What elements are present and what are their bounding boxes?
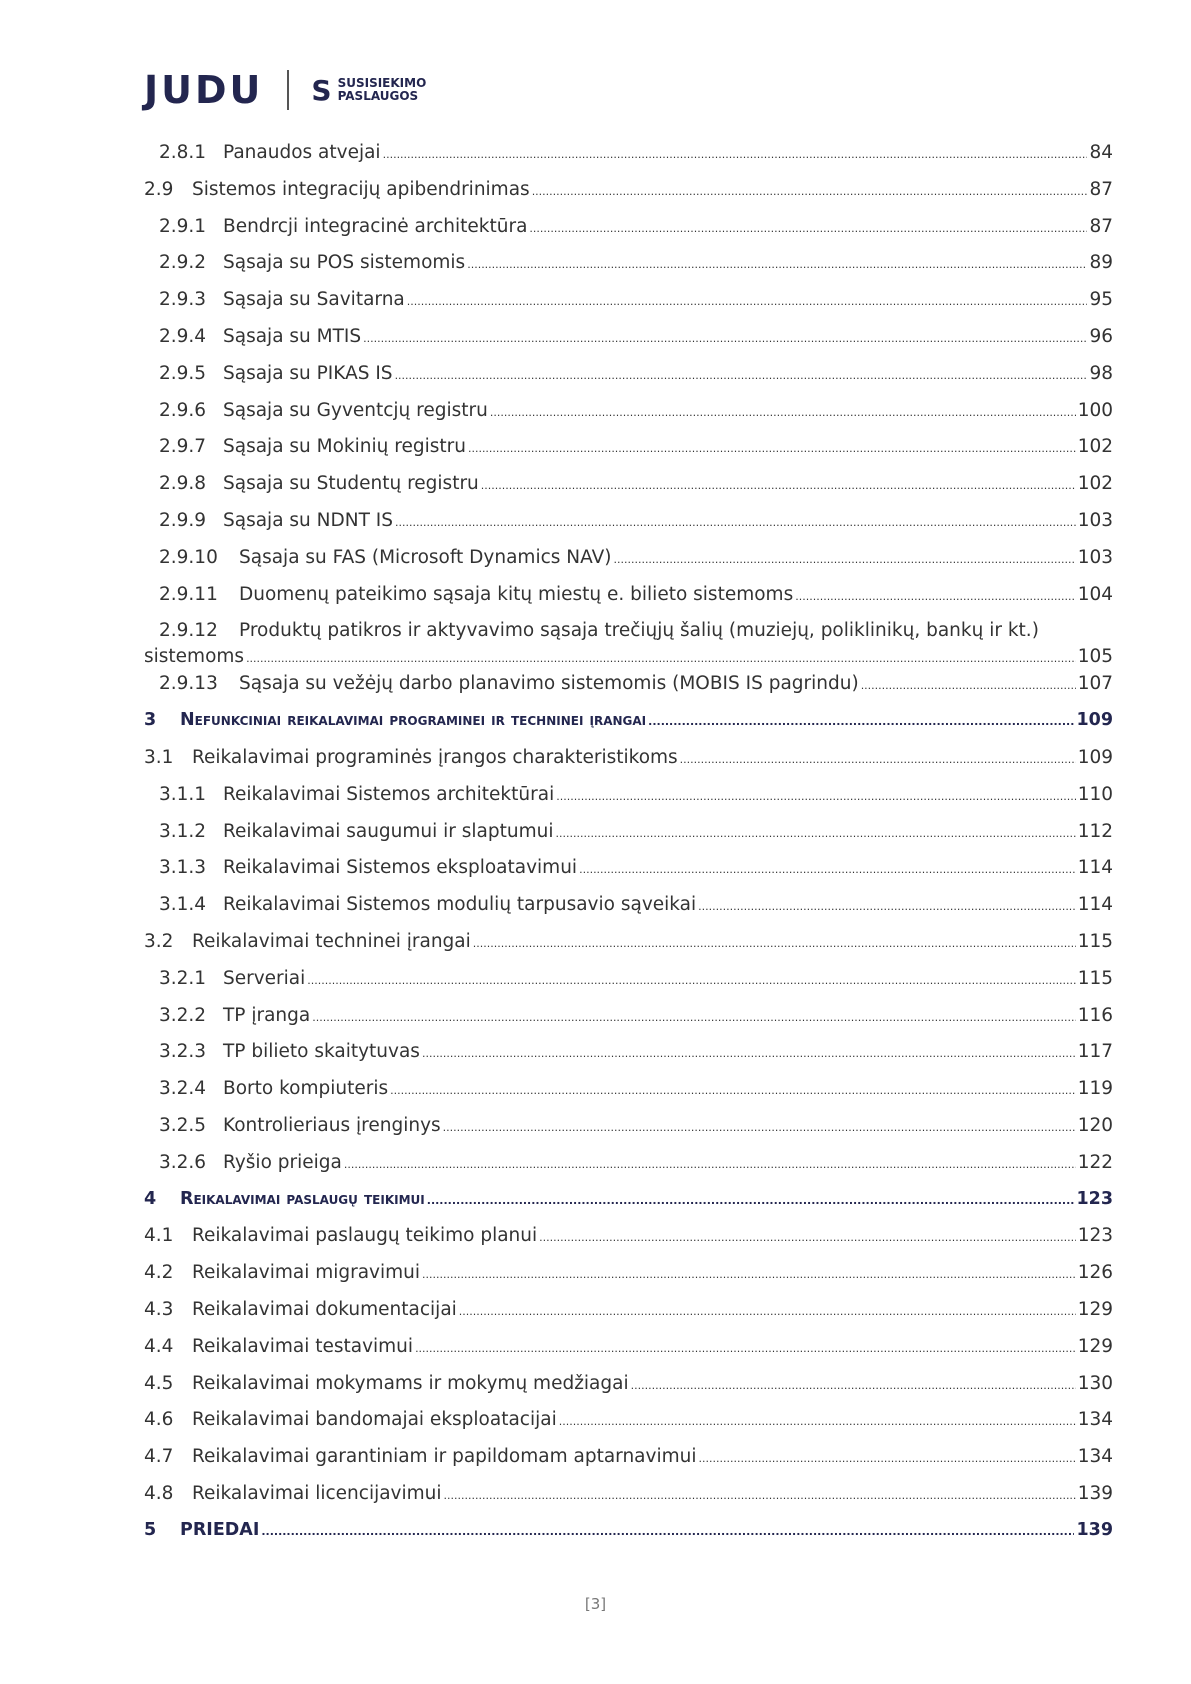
toc-entry-page: 126 bbox=[1077, 1262, 1113, 1284]
toc-entry[interactable] bbox=[144, 1299, 1113, 1336]
toc-entry[interactable] bbox=[144, 1336, 1113, 1373]
toc-entry-number: 4.5 bbox=[144, 1372, 174, 1394]
toc-leader-dots bbox=[529, 222, 1087, 235]
toc-entry-number: 2.9.13 bbox=[159, 673, 218, 695]
toc-entry-title: Reikalavimai migravimui bbox=[192, 1262, 421, 1284]
toc-entry[interactable] bbox=[144, 1262, 1113, 1299]
toc-entry-title: Sąsaja su Gyventcjų registru bbox=[223, 399, 488, 421]
toc-entry-title: Reikalavimai mokymams ir mokymų medžiagai bbox=[192, 1372, 629, 1394]
toc-leader-dots bbox=[422, 1268, 1076, 1281]
toc-entry[interactable] bbox=[144, 363, 1113, 400]
toc-entry-number: 2.9.2 bbox=[159, 252, 207, 274]
toc-entry-page: 96 bbox=[1089, 325, 1113, 347]
toc-entry-title: Reikalavimai paslaugų teikimui bbox=[180, 1188, 425, 1209]
toc-leader-dots bbox=[344, 1158, 1076, 1171]
toc-leader-dots bbox=[559, 1415, 1076, 1428]
toc-entry-page: 107 bbox=[1077, 673, 1113, 695]
toc-entry-title: Sąsaja su FAS (Microsoft Dynamics NAV) bbox=[239, 546, 612, 568]
toc-entry-page: 134 bbox=[1077, 1409, 1113, 1431]
toc-entry[interactable] bbox=[144, 1005, 1113, 1042]
toc-entry-title: Sąsaja su Studentų registru bbox=[223, 473, 479, 495]
toc-leader-dots bbox=[795, 590, 1075, 603]
toc-entry-title: Sąsaja su Savitarna bbox=[223, 289, 405, 311]
toc-leader-dots bbox=[444, 1489, 1076, 1502]
toc-entry-title: Reikalavimai saugumui ir slaptumui bbox=[223, 820, 554, 842]
toc-entry[interactable] bbox=[144, 1373, 1113, 1410]
logo-divider bbox=[287, 70, 289, 110]
toc-entry-page: 129 bbox=[1077, 1298, 1113, 1320]
toc-leader-dots bbox=[312, 1011, 1075, 1024]
toc-entry[interactable] bbox=[144, 1520, 1113, 1557]
toc-entry-page: 130 bbox=[1077, 1372, 1113, 1394]
toc-entry-number: 4.3 bbox=[144, 1298, 174, 1320]
toc-entry-page: 105 bbox=[1077, 646, 1113, 668]
toc-leader-dots bbox=[467, 258, 1087, 271]
toc-entry-title: Duomenų pateikimo sąsaja kitų miestų e. bilieto sistemoms bbox=[239, 583, 794, 605]
toc-entry-number: 3.2.1 bbox=[159, 967, 207, 989]
toc-entry-page: 112 bbox=[1077, 820, 1113, 842]
toc-entry-title: Serveriai bbox=[223, 967, 306, 989]
toc-entry[interactable] bbox=[144, 436, 1113, 473]
toc-entry-number: 2.9.8 bbox=[159, 473, 207, 495]
toc-entry-title: Reikalavimai techninei įrangai bbox=[192, 930, 471, 952]
toc-entry-page: 98 bbox=[1089, 362, 1113, 384]
toc-entry-number: 2.9.11 bbox=[159, 583, 218, 605]
toc-leader-dots bbox=[363, 332, 1087, 345]
toc-entry[interactable] bbox=[144, 326, 1113, 363]
toc-entry-number: 4.2 bbox=[144, 1262, 174, 1284]
toc-entry-title: Reikalavimai testavimui bbox=[192, 1335, 414, 1357]
toc-entry-page: 109 bbox=[1077, 746, 1113, 768]
toc-entry-title-continued: sistemoms bbox=[144, 646, 245, 668]
toc-entry-number: 2.9.10 bbox=[159, 546, 218, 568]
toc-entry-page: 110 bbox=[1077, 783, 1113, 805]
toc-entry-number: 3.2 bbox=[144, 930, 174, 952]
toc-entry-number: 2.9.5 bbox=[159, 362, 207, 384]
toc-entry-number: 3 bbox=[144, 710, 157, 731]
header-logo bbox=[144, 68, 426, 112]
toc-leader-dots bbox=[490, 406, 1076, 419]
toc-entry[interactable] bbox=[144, 1152, 1113, 1189]
toc-entry-number: 3.1.1 bbox=[159, 783, 207, 805]
toc-entry-page: 119 bbox=[1077, 1078, 1113, 1100]
toc-entry-title: PRIEDAI bbox=[180, 1519, 260, 1540]
toc-leader-dots bbox=[261, 1525, 1074, 1538]
toc-entry[interactable] bbox=[144, 289, 1113, 326]
toc-entry-title: Sąsaja su MTIS bbox=[223, 325, 362, 347]
toc-entry-title: Reikalavimai paslaugų teikimo planui bbox=[192, 1225, 538, 1247]
toc-entry-title: Sąsaja su NDNT IS bbox=[223, 509, 393, 531]
toc-entry-title: TP įranga bbox=[223, 1004, 311, 1026]
judu-logo: JUDU bbox=[144, 68, 264, 112]
toc-entry-number: 3.1.3 bbox=[159, 857, 207, 879]
toc-entry-number: 5 bbox=[144, 1519, 157, 1540]
toc-entry-title: Reikalavimai licencijavimui bbox=[192, 1482, 442, 1504]
toc-entry[interactable] bbox=[144, 142, 1113, 179]
toc-entry-number: 4 bbox=[144, 1188, 157, 1209]
toc-entry-title: Reikalavimai dokumentacijai bbox=[192, 1298, 457, 1320]
toc-entry[interactable] bbox=[144, 821, 1113, 858]
toc-entry-page: 139 bbox=[1077, 1482, 1113, 1504]
toc-leader-dots bbox=[556, 790, 1075, 803]
toc-leader-dots bbox=[539, 1231, 1076, 1244]
toc-leader-dots bbox=[415, 1342, 1076, 1355]
table-of-contents bbox=[144, 142, 1113, 1556]
toc-leader-dots bbox=[680, 753, 1076, 766]
toc-entry-number: 2.9.3 bbox=[159, 289, 207, 311]
toc-entry-number: 2.9.1 bbox=[159, 215, 207, 237]
toc-entry-title: Panaudos atvejai bbox=[223, 142, 381, 163]
toc-entry-title: Borto kompiuteris bbox=[223, 1078, 389, 1100]
toc-entry-page: 87 bbox=[1089, 215, 1113, 237]
toc-entry[interactable] bbox=[144, 216, 1113, 253]
toc-entry-page: 87 bbox=[1089, 178, 1113, 200]
toc-leader-dots bbox=[579, 863, 1076, 876]
toc-entry-number: 2.9.9 bbox=[159, 509, 207, 531]
toc-entry[interactable] bbox=[144, 1189, 1113, 1226]
toc-entry-page: 95 bbox=[1089, 289, 1113, 311]
toc-entry[interactable] bbox=[144, 894, 1113, 931]
toc-leader-dots bbox=[246, 652, 1076, 665]
page-number: [3] bbox=[584, 1595, 607, 1613]
toc-entry-title: Sąsaja su vežėjų darbo planavimo sistemomis (MOBIS IS pagrindu) bbox=[239, 673, 859, 695]
toc-entry-title: Ryšio prieiga bbox=[223, 1151, 342, 1173]
toc-entry-number: 2.9 bbox=[144, 178, 174, 200]
toc-entry-number: 4.1 bbox=[144, 1225, 174, 1247]
toc-leader-dots bbox=[698, 900, 1076, 913]
susisiekimo-logo-icon: S bbox=[311, 73, 332, 107]
toc-leader-dots bbox=[395, 369, 1088, 382]
toc-entry-title: Produktų patikros ir aktyvavimo sąsaja trečiųjų šalių (muziejų, poliklinikų, bankų ir kt.) bbox=[239, 620, 1039, 642]
toc-entry-number: 2.9.12 bbox=[159, 620, 218, 642]
toc-entry-title: Reikalavimai Sistemos architektūrai bbox=[223, 783, 555, 805]
toc-entry-title: Sąsaja su PIKAS IS bbox=[223, 362, 393, 384]
toc-entry-page: 139 bbox=[1076, 1519, 1113, 1540]
toc-entry-number: 2.8.1 bbox=[159, 142, 207, 163]
toc-leader-dots bbox=[395, 516, 1076, 529]
toc-entry-number: 2.9.6 bbox=[159, 399, 207, 421]
toc-leader-dots bbox=[390, 1084, 1076, 1097]
toc-leader-dots bbox=[631, 1379, 1076, 1392]
toc-entry-page: 117 bbox=[1077, 1041, 1113, 1063]
toc-entry-page: 104 bbox=[1077, 583, 1113, 605]
toc-entry-number: 3.2.5 bbox=[159, 1114, 207, 1136]
toc-entry-number: 2.9.7 bbox=[159, 436, 207, 458]
toc-entry[interactable] bbox=[144, 1225, 1113, 1262]
toc-entry-page: 122 bbox=[1077, 1151, 1113, 1173]
toc-entry[interactable] bbox=[144, 1446, 1113, 1483]
toc-entry-page: 123 bbox=[1076, 1188, 1113, 1209]
toc-leader-dots bbox=[427, 1194, 1075, 1207]
toc-entry[interactable] bbox=[144, 1483, 1113, 1520]
toc-entry-number: 3.2.6 bbox=[159, 1151, 207, 1173]
toc-entry-title: Nefunkciniai reikalavimai programinei ir techninei įrangai bbox=[180, 710, 647, 731]
toc-leader-dots bbox=[468, 442, 1076, 455]
toc-leader-dots bbox=[481, 479, 1076, 492]
toc-entry-page: 103 bbox=[1077, 546, 1113, 568]
toc-leader-dots bbox=[459, 1305, 1076, 1318]
toc-leader-dots bbox=[473, 937, 1076, 950]
toc-entry-title: Bendrcji integracinė architektūra bbox=[223, 215, 528, 237]
toc-entry-page: 109 bbox=[1076, 710, 1113, 731]
toc-entry-page: 134 bbox=[1077, 1446, 1113, 1468]
toc-entry-number: 4.8 bbox=[144, 1482, 174, 1504]
toc-entry[interactable] bbox=[144, 584, 1113, 621]
toc-leader-dots bbox=[422, 1047, 1076, 1060]
toc-entry[interactable] bbox=[144, 1078, 1113, 1115]
toc-entry[interactable] bbox=[144, 710, 1113, 747]
toc-entry-page: 102 bbox=[1077, 436, 1113, 458]
toc-leader-dots bbox=[307, 974, 1075, 987]
toc-entry[interactable] bbox=[144, 1115, 1113, 1152]
susisiekimo-logo-text: SUSISIEKIMO PASLAUGOS bbox=[337, 76, 427, 103]
toc-entry[interactable] bbox=[144, 747, 1113, 784]
toc-entry-number: 3.2.3 bbox=[159, 1041, 207, 1063]
toc-entry-page: 114 bbox=[1077, 894, 1113, 916]
toc-leader-dots bbox=[648, 715, 1074, 728]
toc-entry[interactable] bbox=[144, 857, 1113, 894]
toc-entry-page: 123 bbox=[1077, 1225, 1113, 1247]
toc-leader-dots bbox=[699, 1452, 1076, 1465]
toc-entry[interactable] bbox=[144, 620, 1113, 673]
toc-entry-page: 115 bbox=[1077, 930, 1113, 952]
toc-entry[interactable] bbox=[144, 547, 1113, 584]
toc-entry-number: 3.1.4 bbox=[159, 894, 207, 916]
toc-entry-page: 120 bbox=[1077, 1114, 1113, 1136]
toc-entry-number: 4.4 bbox=[144, 1335, 174, 1357]
toc-entry[interactable] bbox=[144, 473, 1113, 510]
toc-entry-title: Sąsaja su POS sistemomis bbox=[223, 252, 466, 274]
toc-entry-page: 84 bbox=[1089, 142, 1113, 163]
toc-entry[interactable] bbox=[144, 400, 1113, 437]
toc-entry-page: 116 bbox=[1077, 1004, 1113, 1026]
toc-leader-dots bbox=[556, 827, 1076, 840]
toc-entry-title: Reikalavimai Sistemos eksploatavimui bbox=[223, 857, 578, 879]
toc-entry-page: 103 bbox=[1077, 509, 1113, 531]
toc-entry-number: 3.2.2 bbox=[159, 1004, 207, 1026]
toc-entry-title: Reikalavimai programinės įrangos charakteristikoms bbox=[192, 746, 678, 768]
toc-entry-page: 100 bbox=[1077, 399, 1113, 421]
toc-entry-number: 4.7 bbox=[144, 1446, 174, 1468]
toc-entry[interactable] bbox=[144, 1041, 1113, 1078]
toc-leader-dots bbox=[383, 148, 1088, 161]
toc-leader-dots bbox=[613, 553, 1075, 566]
toc-entry-number: 4.6 bbox=[144, 1409, 174, 1431]
toc-entry-title: Sistemos integracijų apibendrinimas bbox=[192, 178, 530, 200]
toc-entry-number: 3.1 bbox=[144, 746, 174, 768]
toc-leader-dots bbox=[532, 185, 1088, 198]
toc-entry-page: 114 bbox=[1077, 857, 1113, 879]
toc-leader-dots bbox=[443, 1121, 1076, 1134]
toc-entry[interactable] bbox=[144, 1409, 1113, 1446]
toc-entry[interactable] bbox=[144, 673, 1113, 710]
toc-entry[interactable] bbox=[144, 968, 1113, 1005]
toc-entry-page: 129 bbox=[1077, 1335, 1113, 1357]
toc-entry-title: TP bilieto skaitytuvas bbox=[223, 1041, 420, 1063]
toc-entry[interactable] bbox=[144, 179, 1113, 216]
toc-entry-title: Reikalavimai bandomajai eksploatacijai bbox=[192, 1409, 557, 1431]
toc-entry[interactable] bbox=[144, 510, 1113, 547]
toc-entry-page: 115 bbox=[1077, 967, 1113, 989]
toc-entry-page: 102 bbox=[1077, 473, 1113, 495]
toc-entry-title: Reikalavimai garantiniam ir papildomam aptarnavimui bbox=[192, 1446, 697, 1468]
toc-entry-title: Sąsaja su Mokinių registru bbox=[223, 436, 466, 458]
toc-entry-number: 3.2.4 bbox=[159, 1078, 207, 1100]
toc-leader-dots bbox=[407, 295, 1088, 308]
toc-entry-title: Kontrolieriaus įrenginys bbox=[223, 1114, 441, 1136]
toc-entry[interactable] bbox=[144, 252, 1113, 289]
toc-entry-number: 2.9.4 bbox=[159, 325, 207, 347]
toc-entry-number: 3.1.2 bbox=[159, 820, 207, 842]
toc-entry[interactable] bbox=[144, 784, 1113, 821]
toc-entry[interactable] bbox=[144, 931, 1113, 968]
toc-entry-title: Reikalavimai Sistemos modulių tarpusavio sąveikai bbox=[223, 894, 697, 916]
toc-entry-page: 89 bbox=[1089, 252, 1113, 274]
toc-leader-dots bbox=[861, 679, 1076, 692]
